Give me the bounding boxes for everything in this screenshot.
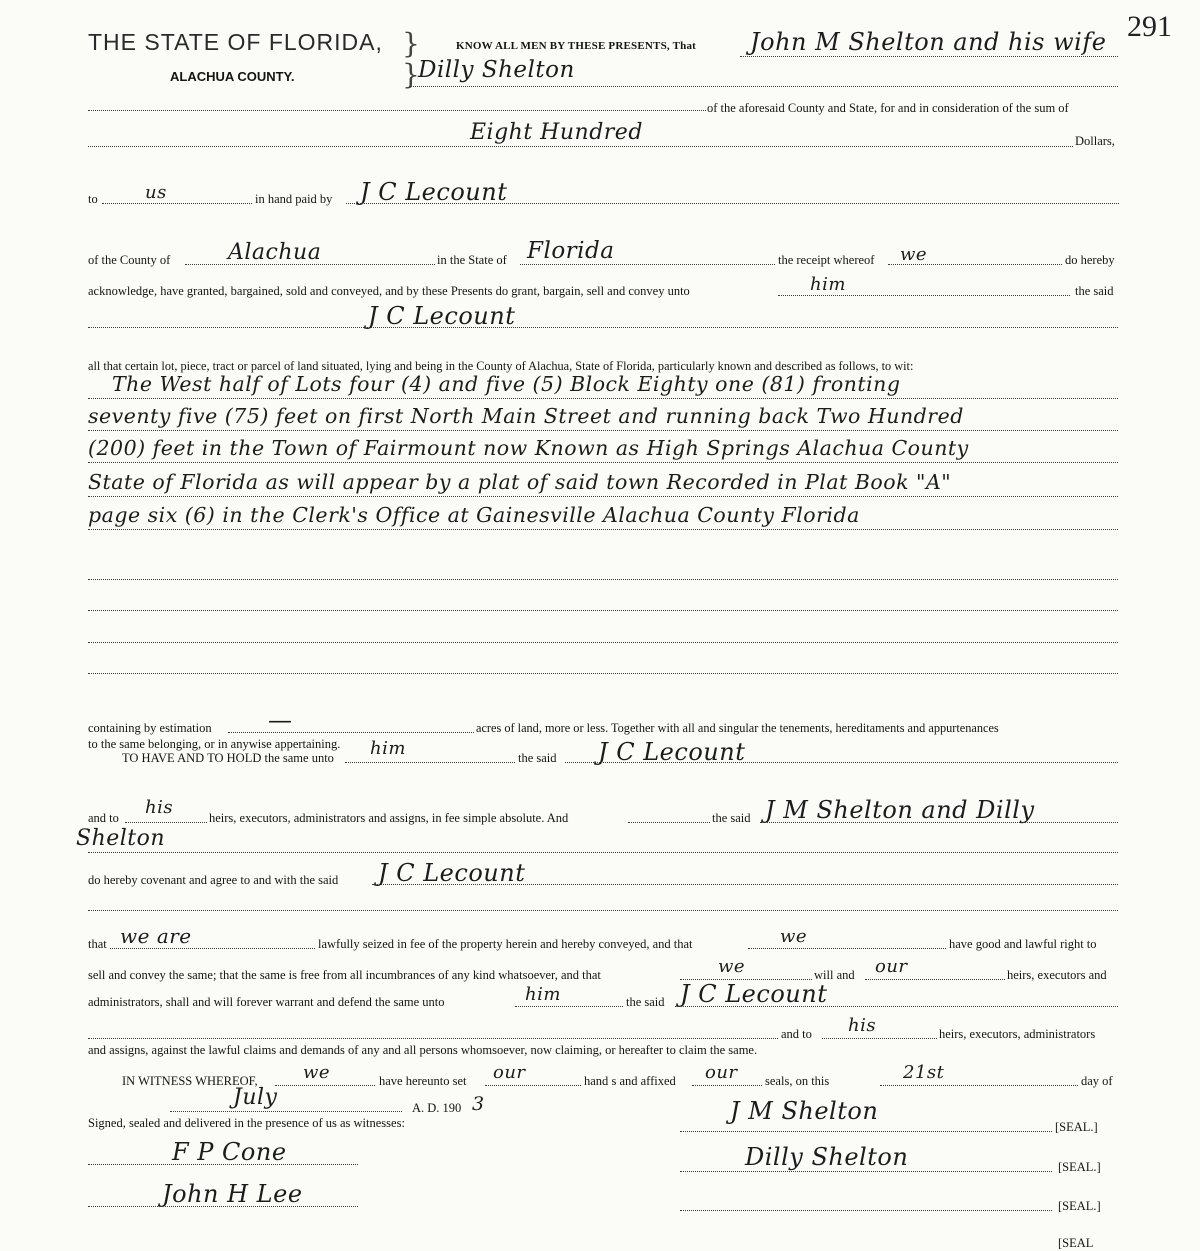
and-affixed-word: and affixed <box>619 1074 676 1088</box>
the-said-label-4: the said <box>626 995 665 1009</box>
rule <box>88 430 1118 431</box>
page-number: 291 <box>1127 10 1172 43</box>
have-hereunto-text: have hereunto set <box>379 1074 467 1088</box>
witness-signature-2: John H Lee <box>162 1180 303 1208</box>
amount-handwritten: Eight Hundred <box>470 120 643 145</box>
we-handwritten-2: we <box>718 956 746 977</box>
day-handwritten: 21st <box>903 1062 945 1083</box>
acres-dash-handwritten: — <box>268 706 293 734</box>
rule <box>760 822 1118 823</box>
description-line-5: page six (6) in the Clerk's Office at Gainesville Alachua County Florida <box>88 503 860 527</box>
seal-4: [SEAL <box>1058 1236 1094 1250</box>
the-said-label-3: the said <box>712 811 751 825</box>
hand-label <box>584 1074 676 1089</box>
we-handwritten-3: we <box>303 1062 331 1083</box>
our-handwritten-2: our <box>493 1062 526 1083</box>
seal-plural: s <box>784 1074 790 1088</box>
grantee-handwritten: J C Lecount <box>368 302 516 330</box>
grantor-wife-handwritten: Dilly Shelton <box>418 57 575 83</box>
rule <box>520 264 775 265</box>
rule <box>88 1164 358 1165</box>
to-label: to <box>88 192 98 206</box>
of-county-label: of the County of <box>88 253 171 267</box>
rule <box>628 822 710 823</box>
seal-label <box>765 1074 829 1089</box>
grantee-handwritten-4: J C Lecount <box>680 980 828 1008</box>
seal-1: [SEAL.] <box>1055 1120 1098 1134</box>
the-said-label: the said <box>1075 284 1114 298</box>
rule <box>485 1085 581 1086</box>
rule <box>88 146 1073 147</box>
rule <box>565 762 1118 763</box>
rule <box>88 610 1118 611</box>
receipt-who-handwritten: we <box>900 244 928 265</box>
grantors-handwritten-3: Shelton <box>76 826 166 851</box>
to-have-text: TO HAVE AND TO HOLD the same unto <box>122 751 334 765</box>
rule <box>680 1131 1052 1132</box>
rule <box>346 203 1119 204</box>
grantee-handwritten-3: J C Lecount <box>378 859 526 887</box>
to-whom-handwritten: us <box>145 182 167 203</box>
rule <box>345 762 515 763</box>
dollars-label: Dollars, <box>1075 134 1115 148</box>
seal-2: [SEAL.] <box>1058 1160 1101 1174</box>
we-are-handwritten: we are <box>120 924 192 948</box>
covenant-text: do hereby covenant and agree to and with the said <box>88 873 339 887</box>
grantor-signature-2: Dilly Shelton <box>745 1143 909 1171</box>
in-witness-label: IN WITNESS WHEREOF, <box>122 1074 258 1088</box>
month-handwritten: July <box>233 1085 278 1110</box>
our-handwritten-3: our <box>705 1062 738 1083</box>
paid-by-label: in hand paid by <box>255 192 333 206</box>
rule <box>410 86 1118 87</box>
rule <box>88 910 1118 911</box>
rule <box>748 948 946 949</box>
description-line-2: seventy five (75) feet on first North Main Street and running back Two Hundred <box>88 404 964 428</box>
rule <box>228 732 474 733</box>
unto-him-handwritten-2: him <box>525 984 561 1005</box>
and-to-label: and to <box>88 811 119 825</box>
aforesaid-text: of the aforesaid County and State, for and in consideration of the sum of <box>707 101 1069 115</box>
his-handwritten: his <box>145 797 174 818</box>
the-said-label-2: the said <box>518 751 557 765</box>
rule <box>372 884 1118 885</box>
paid-by-handwritten: J C Lecount <box>360 178 508 206</box>
we-handwritten-1: we <box>780 926 808 947</box>
grantee-handwritten-2: J C Lecount <box>598 738 746 766</box>
rule <box>680 1210 1052 1211</box>
rule <box>515 1006 623 1007</box>
rule <box>88 1206 358 1207</box>
good-right-text: have good and lawful right to <box>949 937 1097 951</box>
unto-him-handwritten: him <box>370 738 406 759</box>
rule <box>88 1038 778 1039</box>
header-brace-2: } <box>402 58 420 91</box>
rule <box>822 1038 937 1039</box>
hand-word: hand <box>584 1074 609 1088</box>
rule <box>680 1171 1052 1172</box>
rule <box>102 203 252 204</box>
grantors-handwritten-2: J M Shelton and Dilly <box>765 796 1035 824</box>
county-heading: ALACHUA COUNTY. <box>170 69 295 84</box>
will-and-text: will and <box>814 968 855 982</box>
assigns-lawful-text: and assigns, against the lawful claims and demands of any and all persons whomsoever, now claiming, or hereafter to claim the same. <box>88 1043 758 1057</box>
seal-word: seal <box>765 1074 785 1088</box>
ad-label: A. D. 190 <box>412 1101 462 1115</box>
rule <box>88 642 1118 643</box>
description-line-3: (200) feet in the Town of Fairmount now Known as High Springs Alachua County <box>88 436 969 460</box>
lawfully-text: lawfully seized in fee of the property herein and hereby conveyed, and that <box>318 937 693 951</box>
unto-handwritten: him <box>810 274 846 295</box>
rule <box>185 264 435 265</box>
witness-signature-1: F P Cone <box>172 1138 287 1166</box>
heirs-exec-text: heirs, executors and <box>1007 968 1107 982</box>
rule <box>778 295 1070 296</box>
rule <box>88 110 706 111</box>
county-handwritten: Alachua <box>228 240 322 265</box>
administrators-text: administrators, shall and will forever warrant and defend the same unto <box>88 995 445 1009</box>
acknowledge-text: acknowledge, have granted, bargained, sold and conveyed, and by these Presents do grant, bargain, sell and convey unto <box>88 284 690 298</box>
do-hereby-label: do hereby <box>1065 253 1115 267</box>
belonging-text: to the same belonging, or in anywise appertaining. <box>88 737 341 751</box>
signed-text: Signed, sealed and delivered in the presence of us as witnesses: <box>88 1116 405 1130</box>
know-all-men: KNOW ALL MEN BY THESE PRESENTS, That <box>456 40 697 52</box>
rule <box>740 56 1118 57</box>
his-handwritten-2: his <box>848 1015 877 1036</box>
all-that-text: all that certain lot, piece, tract or parcel of land situated, lying and being in the County of Alachua, State of Florida, particularly known and described as follows, to wit: <box>88 359 914 373</box>
rule <box>675 1006 1118 1007</box>
day-of-label: day of <box>1081 1074 1113 1088</box>
containing-label: containing by estimation <box>88 721 212 735</box>
year-digit-handwritten: 3 <box>472 1093 485 1115</box>
acres-text: acres of land, more or less. Together with all and singular the tenements, hereditaments and appurtenances <box>476 721 999 735</box>
rule <box>888 264 1062 265</box>
state-handwritten: Florida <box>527 238 615 264</box>
receipt-label: the receipt whereof <box>778 253 875 267</box>
header-brace: } <box>402 27 420 60</box>
rule <box>110 948 315 949</box>
grantors-handwritten: John M Shelton and his wife <box>750 28 1107 56</box>
grantor-signature-1: J M Shelton <box>730 1097 879 1125</box>
hand-plural: s <box>611 1074 617 1088</box>
rule <box>88 327 1118 328</box>
rule <box>88 496 1118 497</box>
rule <box>125 822 207 823</box>
rule <box>88 529 1118 530</box>
rule <box>88 398 1118 399</box>
heirs-exec-text-2: heirs, executors, administrators <box>939 1027 1096 1041</box>
in-state-label: in the State of <box>437 253 507 267</box>
heirs-assigns-text: heirs, executors, administrators and assigns, in fee simple absolute. And <box>209 811 569 825</box>
rule <box>88 673 1118 674</box>
seal-3: [SEAL.] <box>1058 1199 1101 1213</box>
state-heading: THE STATE OF FLORIDA, <box>88 29 383 55</box>
our-handwritten: our <box>875 956 908 977</box>
rule <box>275 1085 375 1086</box>
rule <box>865 979 1005 980</box>
description-line-1: The West half of Lots four (4) and five (5) Block Eighty one (81) fronting <box>112 372 901 396</box>
description-line-4: State of Florida as will appear by a plat of said town Recorded in Plat Book "A" <box>88 470 952 494</box>
rule <box>88 462 1118 463</box>
that-label: that <box>88 937 107 951</box>
sell-convey-text: sell and convey the same; that the same is free from all incumbrances of any kind whatsoever, and that <box>88 968 601 982</box>
rule <box>170 1111 402 1112</box>
rule <box>692 1085 762 1086</box>
rule <box>88 579 1118 580</box>
rule <box>88 852 1118 853</box>
rule <box>880 1085 1078 1086</box>
on-this-word: , on this <box>789 1074 830 1088</box>
and-to-label-2: and to <box>781 1027 812 1041</box>
